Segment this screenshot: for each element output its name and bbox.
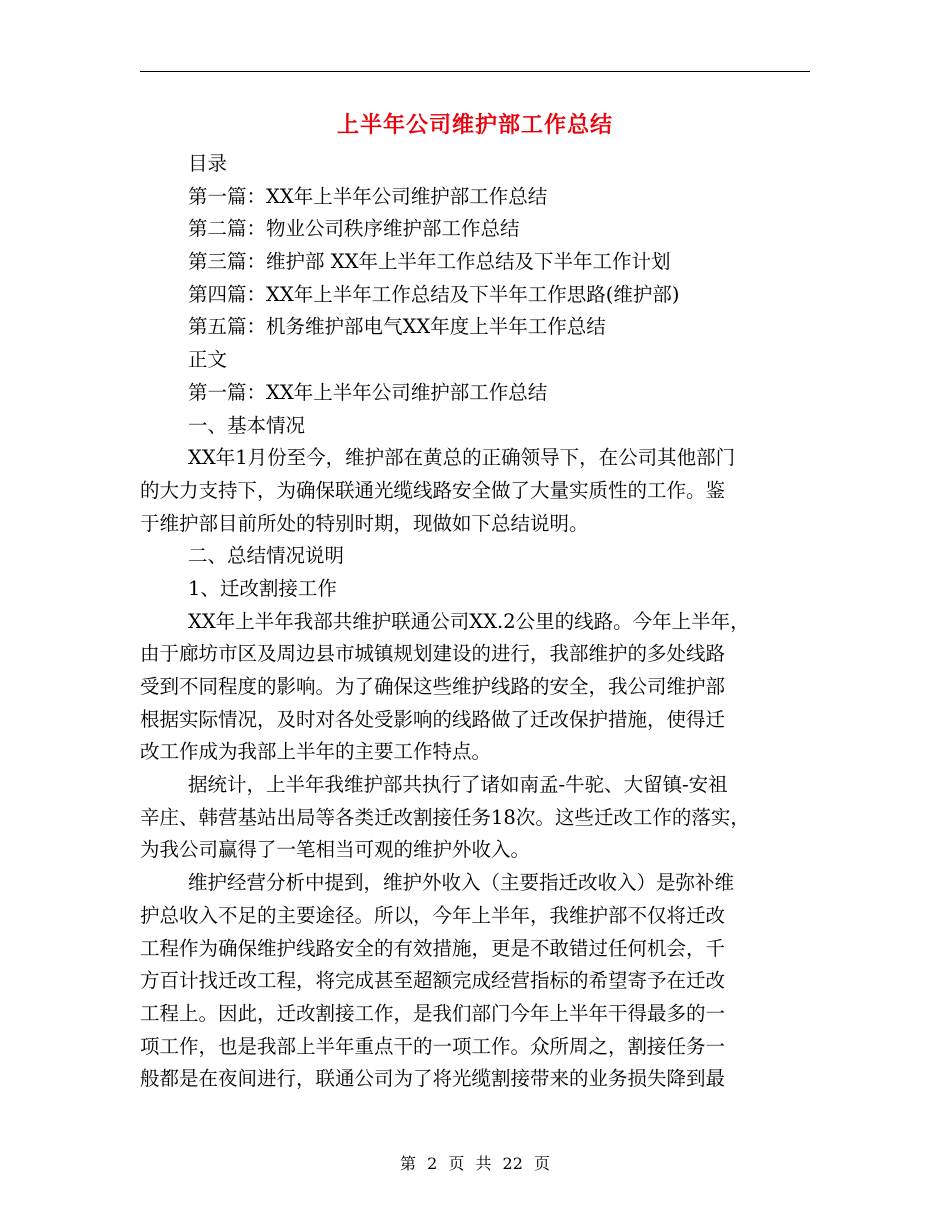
paragraph-line: 受到不同程度的影响。为了确保这些维护线路的安全，我公司维护部: [140, 675, 726, 698]
section-heading: 一、基本情况: [188, 413, 306, 437]
toc-heading: 目录: [188, 152, 228, 175]
subsection-heading: 1、迁改割接工作: [188, 576, 337, 600]
paragraph-line: 由于廊坊市区及周边县市城镇规划建设的进行，我部维护的多处线路: [140, 642, 726, 666]
paragraph-line: 于维护部目前所处的特别时期，现做如下总结说明。: [140, 511, 589, 535]
chapter-title: 第一篇：XX年上半年公司维护部工作总结: [188, 380, 548, 404]
paragraph-line: 项工作，也是我部上半年重点干的一项工作。众所周之，割接任务一: [140, 1034, 726, 1058]
toc-item: 第三篇：维护部 XX年上半年工作总结及下半年工作计划: [188, 250, 671, 274]
paragraph-line: 根据实际情况，及时对各处受影响的线路做了迁改保护措施，使得迁: [140, 707, 726, 731]
toc-item: 第二篇：物业公司秩序维护部工作总结: [188, 217, 520, 241]
paragraph-line: 改工作成为我部上半年的主要工作特点。: [140, 740, 492, 764]
paragraph-line: 般都是在夜间进行，联通公司为了将光缆割接带来的业务损失降到最: [140, 1067, 726, 1091]
paragraph-line: 为我公司赢得了一笔相当可观的维护外收入。: [140, 838, 531, 862]
paragraph-line: 方百计找迁改工程，将完成甚至超额完成经营指标的希望寄予在迁改: [140, 969, 726, 993]
paragraph-line: 工程上。因此，迁改割接工作，是我们部门今年上半年干得最多的一: [140, 1001, 726, 1025]
toc-item: 第一篇：XX年上半年公司维护部工作总结: [188, 184, 548, 208]
toc-item: 第五篇：机务维护部电气XX年度上半年工作总结: [188, 315, 606, 339]
paragraph-line: XX年上半年我部共维护联通公司XX.2公里的线路。今年上半年，: [188, 609, 750, 633]
section-heading: 二、总结情况说明: [188, 544, 345, 568]
paragraph-line: 辛庄、韩营基站出局等各类迁改割接任务18次。这些迁改工作的落实，: [140, 805, 750, 829]
header-rule: [140, 71, 810, 72]
paragraph-line: 据统计，上半年我维护部共执行了诸如南孟-牛驼、大留镇-安祖: [188, 773, 728, 797]
paragraph-line: 工程作为确保维护线路安全的有效措施，更是不敢错过任何机会，千: [140, 936, 726, 960]
toc-item: 第四篇：XX年上半年工作总结及下半年工作思路(维护部): [188, 282, 680, 306]
paragraph-line: 护总收入不足的主要途径。所以，今年上半年，我维护部不仅将迁改: [140, 903, 726, 927]
paragraph-line: 维护经营分析中提到，维护外收入（主要指迁改收入）是弥补维: [188, 871, 735, 895]
document-title: 上半年公司维护部工作总结: [336, 112, 613, 138]
body-heading: 正文: [188, 348, 228, 372]
paragraph-line: XX年1月份至今，维护部在黄总的正确领导下，在公司其他部门: [188, 446, 736, 470]
paragraph-line: 的大力支持下，为确保联通光缆线路安全做了大量实质性的工作。鉴: [140, 478, 726, 502]
page-footer: 第 2 页 共 22 页: [400, 1154, 550, 1173]
document-body: [140, 148, 810, 1096]
